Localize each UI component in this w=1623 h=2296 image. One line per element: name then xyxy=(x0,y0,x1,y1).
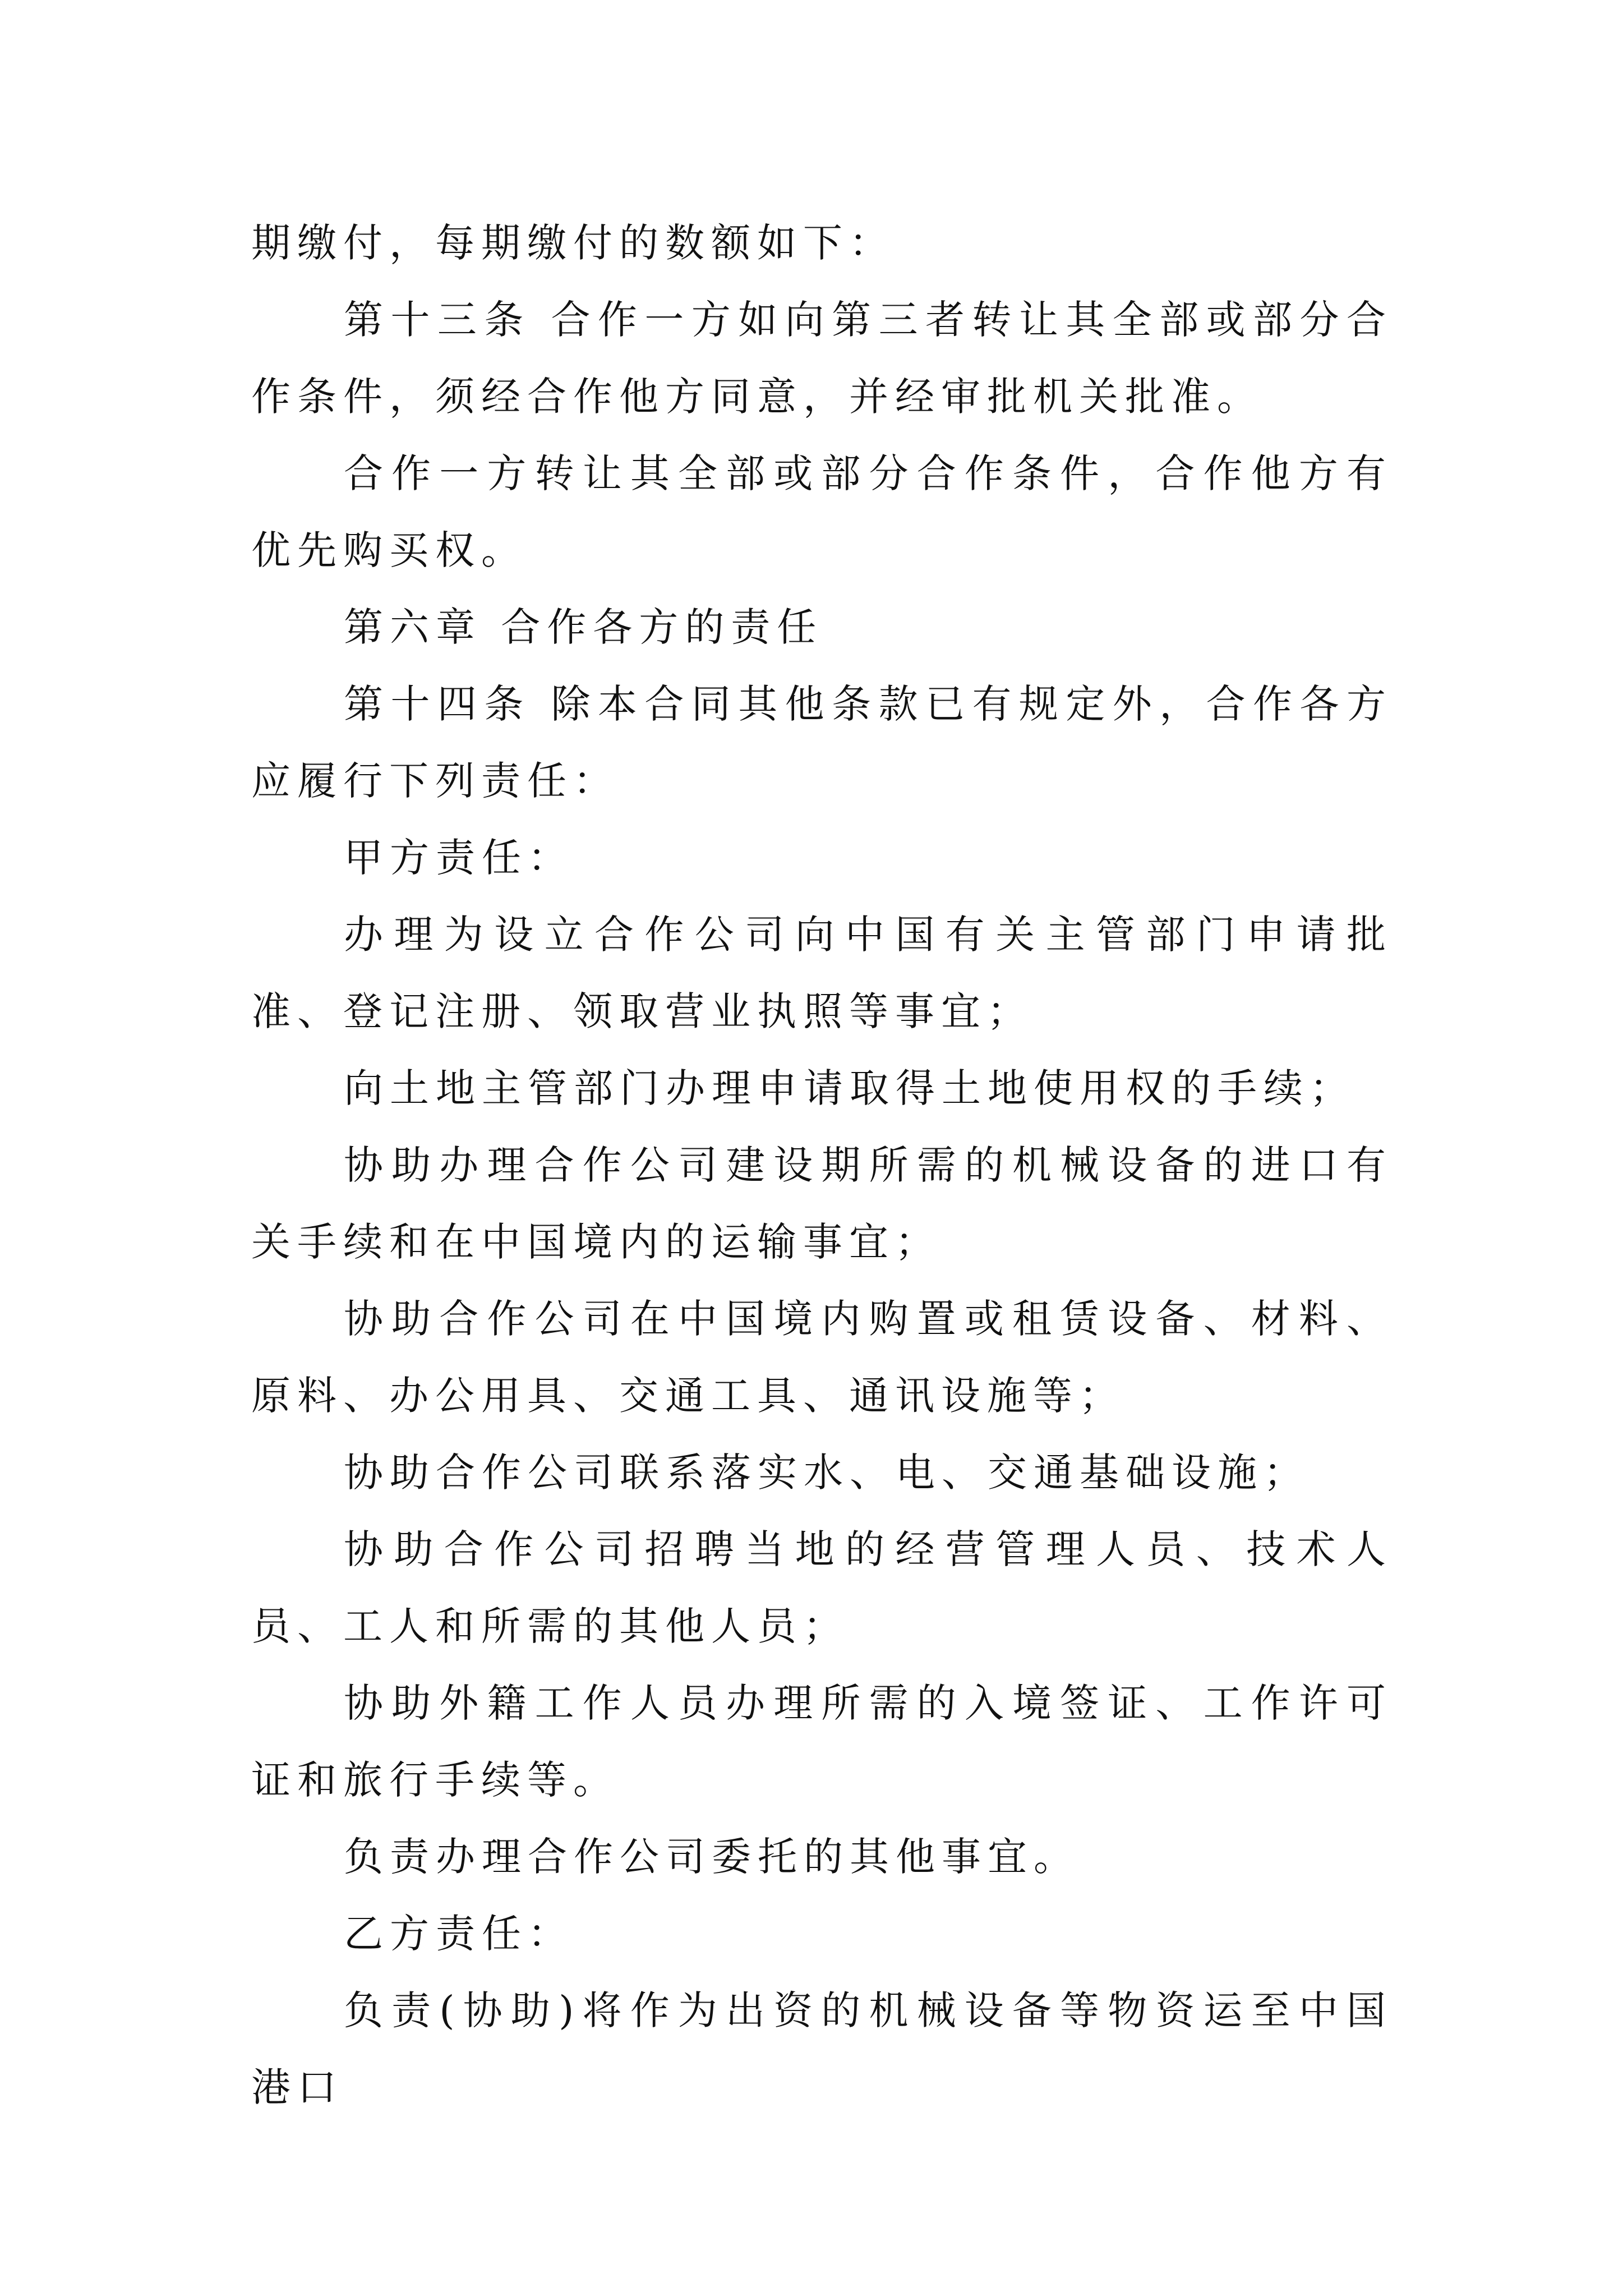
party-b-heading: 乙方责任： xyxy=(344,1911,574,1957)
paragraph-13: 协助外籍工作人员办理所需的入境签证、工作许可证和旅行手续等。 xyxy=(251,1680,1393,1803)
paragraph-12: 协助合作公司招聘当地的经营管理人员、技术人员、工人和所需的其他人员； xyxy=(251,1526,1393,1649)
paragraph-2: 第十三条 合作一方如向第三者转让其全部或部分合作条件，须经合作他方同意，并经审批机关批准。 xyxy=(251,297,1393,420)
paragraph-1: 期缴付，每期缴付的数额如下： xyxy=(251,220,895,266)
paragraph-8: 向土地主管部门办理申请取得土地使用权的手续； xyxy=(344,1065,1355,1111)
paragraph-7: 办理为设立合作公司向中国有关主管部门申请批准、登记注册、领取营业执照等事宜； xyxy=(251,912,1393,1034)
chapter-heading: 第六章 合作各方的责任 xyxy=(344,604,823,650)
paragraph-3: 合作一方转让其全部或部分合作条件，合作他方有优先购买权。 xyxy=(251,450,1393,573)
paragraph-14: 负责办理合作公司委托的其他事宜。 xyxy=(344,1834,1080,1880)
paragraph-9: 协助办理合作公司建设期所需的机械设备的进口有关手续和在中国境内的运输事宜； xyxy=(251,1142,1393,1265)
paragraph-10: 协助合作公司在中国境内购置或租赁设备、材料、原料、办公用具、交通工具、通讯设施等； xyxy=(251,1296,1393,1419)
paragraph-5: 第十四条 除本合同其他条款已有规定外，合作各方应履行下列责任： xyxy=(251,681,1393,804)
paragraph-11: 协助合作公司联系落实水、电、交通基础设施； xyxy=(344,1450,1310,1496)
paragraph-16: 负责(协助)将作为出资的机械设备等物资运至中国港口 xyxy=(251,1987,1393,2110)
document-body xyxy=(251,205,1393,2126)
party-a-heading: 甲方责任： xyxy=(344,835,574,881)
